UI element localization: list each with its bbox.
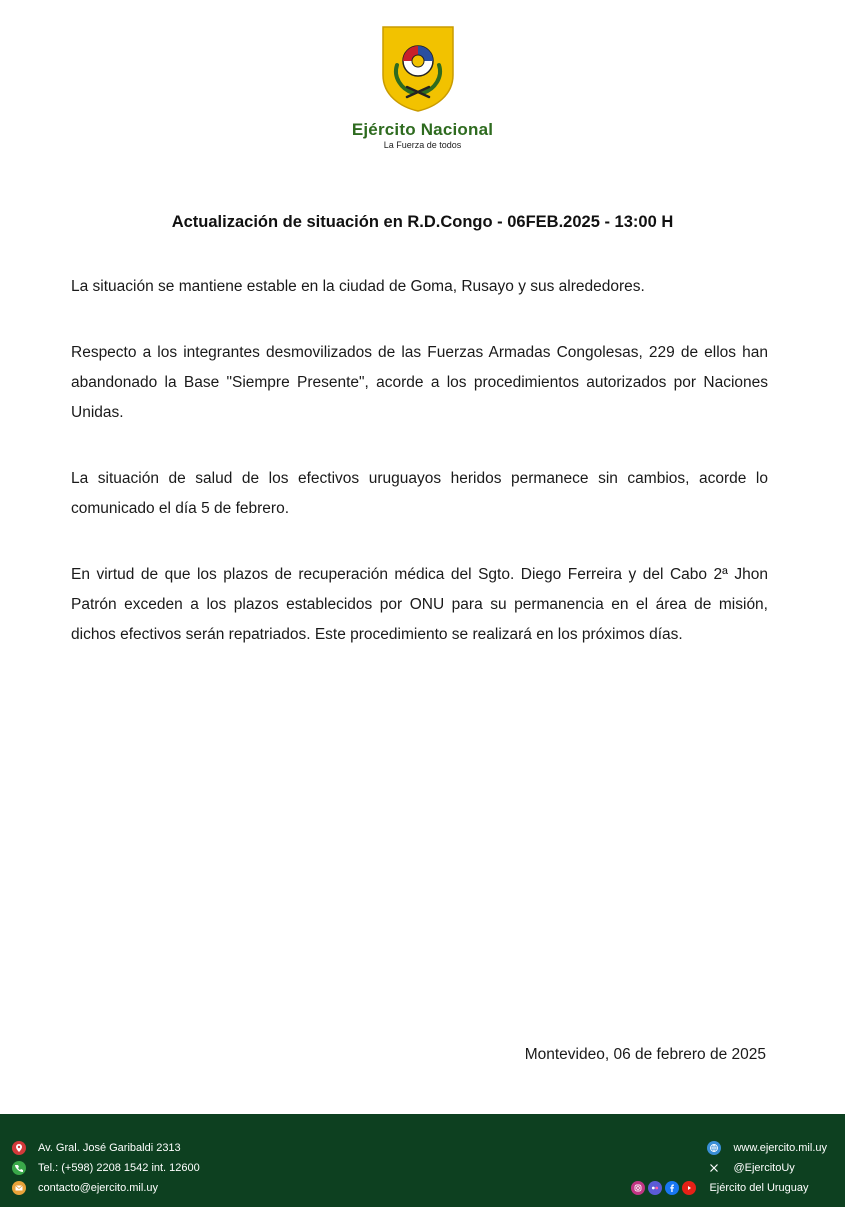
- footer: [0, 1114, 845, 1207]
- location-pin-icon: [12, 1141, 26, 1155]
- org-tagline: La Fuerza de todos: [383, 140, 462, 150]
- paragraph-1: La situación se mantiene estable en la ciudad de Goma, Rusayo y sus alrededores.: [71, 278, 645, 295]
- globe-icon: [707, 1141, 721, 1155]
- document-header: [0, 0, 845, 170]
- email-icon: [12, 1181, 26, 1195]
- footer-address-row: [12, 1138, 200, 1158]
- paragraph-4: En virtud de que los plazos de recuperación médica del Sgto. Diego Ferreira y del Cabo 2ª Jhon Patrón exceden a los plazos establecidos por ONU para su permanencia en el área de misión, dichos efectivos serán repatriados. Este procedimiento se realizará en los próximos días.: [71, 566, 768, 643]
- footer-phone-row: [12, 1158, 200, 1178]
- footer-email-link[interactable]: contacto@ejercito.mil.uy: [38, 1182, 158, 1194]
- footer-email-row: [12, 1178, 200, 1198]
- paragraph-3: La situación de salud de los efectivos uruguayos heridos permanece sin cambios, acorde lo comunicado el día 5 de febrero.: [71, 470, 768, 517]
- place-date: Montevideo, 06 de febrero de 2025: [524, 1046, 766, 1063]
- footer-website-row: [707, 1138, 827, 1158]
- social-icons: [631, 1181, 699, 1195]
- footer-social-name: Ejército del Uruguay: [709, 1182, 809, 1194]
- footer-website-link[interactable]: www.ejercito.mil.uy: [733, 1142, 827, 1154]
- document-title: Actualización de situación en R.D.Congo - 06FEB.2025 - 13:00 H: [171, 213, 674, 231]
- facebook-icon[interactable]: [665, 1181, 679, 1195]
- footer-social-row: [631, 1178, 827, 1198]
- org-name: Ejército Nacional: [351, 120, 494, 139]
- footer-twitter-link[interactable]: @EjercitoUy: [733, 1162, 795, 1174]
- paragraph-2: Respecto a los integrantes desmovilizados de las Fuerzas Armadas Congolesas, 229 de ellos han abandonado la Base "Siempre Presente", acorde a los procedimientos autorizados por Naciones Unidas.: [71, 344, 768, 421]
- phone-icon: [12, 1161, 26, 1175]
- youtube-icon[interactable]: [682, 1181, 696, 1195]
- footer-twitter-row: [707, 1158, 827, 1178]
- document-body: [71, 272, 768, 686]
- footer-phone: Tel.: (+598) 2208 1542 int. 12600: [38, 1162, 200, 1174]
- flickr-icon[interactable]: [648, 1181, 662, 1195]
- footer-social: [707, 1138, 827, 1198]
- army-crest-logo: [381, 25, 455, 113]
- instagram-icon[interactable]: [631, 1181, 645, 1195]
- footer-contact: [12, 1138, 200, 1198]
- footer-address: Av. Gral. José Garibaldi 2313: [38, 1142, 181, 1154]
- x-twitter-icon: [707, 1161, 721, 1175]
